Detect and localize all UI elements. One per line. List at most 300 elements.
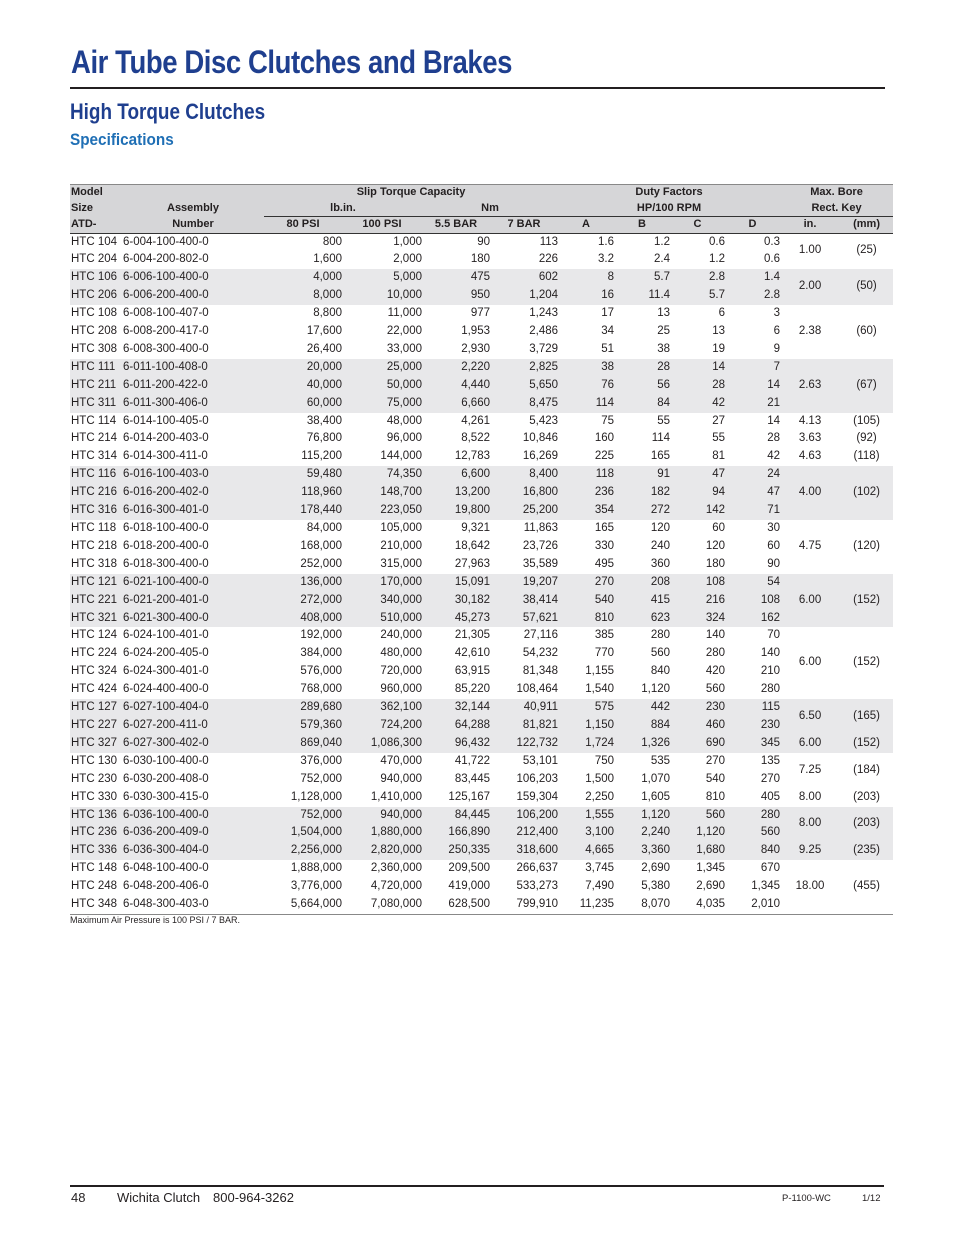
cell-80psi: 800 [322,235,342,248]
cell-100psi: 480,000 [380,647,422,660]
cell-a: 330 [594,539,615,552]
header-55bar: 5.5 BAR [422,217,490,234]
cell-80psi: 20,000 [264,359,342,377]
cell-7bar: 5,423 [529,414,559,427]
cell-55bar: 950 [422,287,490,305]
cell-c: 27 [712,414,726,427]
header-mm: (mm) [840,217,893,234]
cell-b: 1,070 [641,772,671,785]
cell-100psi: 1,880,000 [342,824,422,842]
cell-d: 1.4 [725,269,780,287]
cell-b: 25 [657,325,671,338]
cell-7bar: 11,863 [523,522,559,534]
cell-a: 1,555 [558,807,614,825]
cell-bore-mm: (152) [853,656,880,669]
cell-a: 3.2 [598,253,615,266]
cell-d: 280 [725,807,780,825]
table-row [70,233,893,251]
cell-model: HTC 121 [70,574,122,592]
cell-a: 165 [594,522,615,534]
cell-7bar: 23,726 [522,539,559,552]
cell-55bar: 18,642 [454,539,490,552]
cell-d: 2.8 [725,287,780,305]
header-hp: HP/100 RPM [558,201,780,217]
cell-model: HTC 204 [71,253,118,266]
cell-b: 560 [650,647,671,660]
cell-bore-mm: (152) [840,574,893,628]
cell-assembly: 6-004-200-802-0 [123,253,209,266]
header-d: D [725,217,780,234]
cell-model: HTC 236 [70,824,122,842]
cell-55bar: 32,144 [422,699,490,717]
cell-model: HTC 327 [70,735,122,753]
cell-55bar: 125,167 [448,790,490,803]
cell-assembly: 6-016-100-403-0 [122,466,264,484]
cell-assembly: 6-018-100-400-0 [123,522,209,534]
cell-a: 11,235 [558,896,614,914]
cell-100psi: 75,000 [342,395,422,413]
cell-assembly: 6-004-100-400-0 [123,235,209,248]
header-nm: Nm [422,201,558,217]
table-row [70,377,893,395]
cell-assembly: 6-006-100-400-0 [122,269,264,287]
cell-model: HTC 348 [70,896,122,914]
cell-7bar: 27,116 [523,629,559,642]
cell-b: 623 [614,610,670,628]
cell-55bar: 8,522 [461,432,490,445]
cell-80psi: 408,000 [264,610,342,628]
cell-b: 2,690 [641,862,671,875]
cell-a: 118 [558,466,614,484]
cell-model: HTC 148 [71,862,118,875]
cell-a: 4,665 [558,842,614,860]
cell-100psi: 724,200 [342,717,422,735]
cell-7bar: 159,304 [516,790,559,803]
cell-80psi: 869,040 [264,735,342,753]
cell-7bar: 57,621 [490,610,558,628]
cell-d: 6 [773,325,781,338]
cell-b: 5,380 [641,880,671,893]
cell-b: 55 [657,414,671,427]
header-lbin: lb.in. [264,201,422,217]
cell-c: 5.7 [670,287,725,305]
header-atd: ATD- [70,217,122,234]
cell-model: HTC 118 [71,522,117,534]
table-row [70,251,893,269]
cell-55bar: 30,182 [422,592,490,610]
cell-bore-in: 4.75 [798,539,822,552]
cell-80psi: 5,664,000 [264,896,342,914]
cell-d: 90 [767,557,781,570]
cell-d: 42 [767,450,781,463]
header-c: C [670,217,725,234]
cell-b: 2,240 [614,824,670,842]
specifications-table [70,184,893,915]
cell-d: 14 [767,414,781,427]
cell-7bar: 81,348 [522,665,559,678]
cell-55bar: 209,500 [448,862,490,875]
cell-55bar: 250,335 [422,842,490,860]
cell-100psi: 50,000 [342,377,422,395]
cell-model: HTC 318 [71,557,118,570]
header-rect-key: Rect. Key [780,201,893,217]
cell-assembly: 6-048-300-403-0 [122,896,264,914]
cell-model: HTC 106 [70,269,122,287]
cell-80psi: 40,000 [264,377,342,395]
cell-c: 180 [705,557,726,570]
cell-7bar: 2,486 [529,325,559,338]
table-row [70,502,893,520]
cell-d: 60 [767,539,781,552]
cell-bore-mm: (203) [840,807,893,843]
cell-c: 28 [670,377,725,395]
cell-55bar: 1,953 [461,325,490,338]
footer-rule [70,1185,884,1187]
cell-assembly: 6-024-200-405-0 [123,647,209,660]
cell-model: HTC 114 [71,414,117,427]
header-in: in. [780,217,840,234]
table-row [70,305,893,323]
cell-bore-mm: (203) [853,790,880,803]
header-a: A [558,217,614,234]
cell-b: 8,070 [614,896,670,914]
header-7bar: 7 BAR [490,217,558,234]
cell-80psi: 115,200 [301,450,342,463]
table-row [70,860,893,878]
cell-80psi: 84,000 [306,522,342,534]
cell-assembly: 6-011-100-408-0 [122,359,264,377]
cell-100psi: 48,000 [386,414,422,427]
cell-80psi: 579,360 [264,717,342,735]
cell-c: 1.2 [709,253,726,266]
cell-bore-in: 18.00 [795,880,825,893]
cell-c: 42 [670,395,725,413]
cell-model: HTC 311 [70,395,122,413]
cell-model: HTC 248 [71,880,118,893]
cell-model: HTC 321 [70,610,122,628]
cell-model: HTC 230 [71,772,118,785]
cell-100psi: 940,000 [380,772,422,785]
cell-b: 1,605 [641,790,671,803]
table-row [70,556,893,574]
cell-b: 208 [614,574,670,592]
cell-c: 47 [670,466,725,484]
cell-c: 4,035 [670,896,725,914]
header-model: Model [70,185,122,201]
cell-assembly: 6-016-200-402-0 [122,484,264,502]
cell-80psi: 1,600 [313,253,342,266]
specifications-table-wrap [70,184,893,915]
cell-100psi: 470,000 [380,754,422,767]
cell-model: HTC 330 [71,790,118,803]
cell-55bar: 475 [422,269,490,287]
cell-7bar: 40,911 [490,699,558,717]
table-row [70,538,893,556]
cell-7bar: 602 [490,269,558,287]
cell-d: 405 [760,790,781,803]
cell-bore-mm: (455) [853,880,880,893]
cell-d: 30 [767,522,781,534]
cell-100psi: 4,720,000 [370,880,422,893]
cell-80psi: 168,000 [300,539,342,552]
cell-bore-in: 2.00 [780,269,840,305]
cell-assembly: 6-048-200-406-0 [123,880,209,893]
cell-100psi: 7,080,000 [342,896,422,914]
cell-assembly: 6-048-100-400-0 [123,862,209,875]
header-100psi: 100 PSI [342,217,422,234]
cell-55bar: 85,220 [454,683,490,696]
cell-a: 1.6 [598,235,615,248]
cell-c: 94 [670,484,725,502]
header-b: B [614,217,670,234]
cell-7bar: 106,203 [516,772,559,785]
cell-d: 108 [725,592,780,610]
table-row [70,896,893,914]
cell-80psi: 1,888,000 [290,862,342,875]
cell-assembly: 6-027-300-402-0 [122,735,264,753]
cell-d: 135 [760,754,781,767]
cell-80psi: 376,000 [300,754,342,767]
cell-model: HTC 208 [71,325,118,338]
cell-d: 9 [773,342,781,355]
cell-100psi: 2,000 [393,253,422,266]
cell-100psi: 5,000 [342,269,422,287]
cell-b: 91 [614,466,670,484]
cell-assembly: 6-021-300-400-0 [122,610,264,628]
cell-55bar: 64,288 [422,717,490,735]
cell-assembly: 6-008-300-400-0 [123,342,209,355]
cell-100psi: 940,000 [342,807,422,825]
cell-b: 56 [614,377,670,395]
cell-assembly: 6-024-300-401-0 [123,665,209,678]
cell-7bar: 35,589 [522,557,559,570]
cell-100psi: 74,350 [342,466,422,484]
cell-c: 1,680 [670,842,725,860]
cell-bore-mm: (235) [840,842,893,860]
cell-assembly: 6-014-100-405-0 [123,414,209,427]
cell-55bar: 2,220 [422,359,490,377]
cell-80psi: 752,000 [264,807,342,825]
header-size: Size [70,201,122,217]
cell-bore-in: 4.13 [798,414,822,427]
cell-b: 182 [614,484,670,502]
cell-c: 81 [712,450,726,463]
cell-bore-in: 9.25 [780,842,840,860]
header-duty-factors: Duty Factors [558,185,780,201]
table-row [70,323,893,341]
cell-assembly: 6-030-100-400-0 [123,754,209,767]
table-row [70,574,893,592]
cell-100psi: 1,000 [393,235,422,248]
cell-7bar: 1,243 [529,307,559,320]
company-name: Wichita Clutch [117,1190,201,1205]
cell-assembly: 6-027-100-404-0 [122,699,264,717]
cell-55bar: 63,915 [454,665,490,678]
cell-assembly: 6-011-300-406-0 [122,395,264,413]
cell-100psi: 362,100 [342,699,422,717]
cell-b: 165 [650,450,671,463]
cell-model: HTC 336 [70,842,122,860]
cell-55bar: 13,200 [422,484,490,502]
cell-c: 560 [670,807,725,825]
cell-a: 575 [558,699,614,717]
cell-bore-in: 1.00 [798,244,822,257]
table-row [70,466,893,484]
subtitle: High Torque Clutches [70,99,266,124]
cell-bore-in: 6.50 [780,699,840,735]
cell-a: 51 [601,342,615,355]
table-row [70,842,893,860]
cell-100psi: 510,000 [342,610,422,628]
cell-7bar: 318,600 [490,842,558,860]
cell-100psi: 315,000 [380,557,422,570]
cell-b: 280 [650,629,671,642]
table-row [70,592,893,610]
cell-a: 540 [558,592,614,610]
cell-assembly: 6-018-200-400-0 [123,539,209,552]
cell-100psi: 2,820,000 [342,842,422,860]
phone-number: 800-964-3262 [213,1190,294,1205]
cell-c: 810 [705,790,726,803]
cell-a: 354 [558,502,614,520]
table-row [70,824,893,842]
cell-55bar: 83,445 [454,772,490,785]
cell-80psi: 576,000 [300,665,342,678]
title-rule [70,87,885,89]
cell-assembly: 6-021-200-401-0 [122,592,264,610]
cell-bore-in: 8.00 [798,790,822,803]
cell-a: 2,250 [585,790,615,803]
cell-100psi: 240,000 [380,629,422,642]
cell-55bar: 6,660 [422,395,490,413]
cell-b: 13 [657,307,671,320]
cell-d: 70 [767,629,781,642]
cell-c: 270 [705,754,726,767]
cell-55bar: 27,963 [454,557,490,570]
cell-55bar: 96,432 [422,735,490,753]
cell-80psi: 59,480 [264,466,342,484]
cell-bore-in: 8.00 [780,807,840,843]
header-80psi: 80 PSI [264,217,342,234]
cell-80psi: 272,000 [264,592,342,610]
cell-b: 28 [614,359,670,377]
cell-model: HTC 116 [70,466,122,484]
cell-7bar: 10,846 [522,432,559,445]
cell-b: 114 [651,432,671,445]
cell-100psi: 148,700 [342,484,422,502]
cell-7bar: 533,273 [516,880,559,893]
cell-model: HTC 124 [71,629,118,642]
cell-bore-mm: (60) [856,325,877,338]
cell-b: 272 [614,502,670,520]
cell-a: 76 [558,377,614,395]
cell-b: 535 [650,754,671,767]
cell-model: HTC 206 [70,287,122,305]
cell-bore-in: 6.00 [780,574,840,628]
cell-80psi: 2,256,000 [264,842,342,860]
table-row [70,413,893,431]
cell-assembly: 6-030-300-415-0 [123,790,209,803]
cell-c: 60 [712,522,726,534]
table-row [70,717,893,735]
cell-assembly: 6-006-200-400-0 [122,287,264,305]
cell-bore-in: 6.00 [798,656,822,669]
cell-b: 1.2 [654,235,671,248]
table-row [70,430,893,448]
cell-80psi: 60,000 [264,395,342,413]
cell-d: 210 [760,665,781,678]
catalog-code: P-1100-WC [782,1193,831,1204]
cell-a: 495 [594,557,615,570]
cell-b: 2.4 [654,253,671,266]
cell-7bar: 266,637 [516,862,559,875]
cell-100psi: 340,000 [342,592,422,610]
cell-55bar: 628,500 [422,896,490,914]
cell-7bar: 108,464 [516,683,559,696]
cell-b: 1,326 [614,735,670,753]
cell-a: 17 [601,307,615,320]
cell-b: 884 [614,717,670,735]
cell-100psi: 1,410,000 [370,790,422,803]
cell-55bar: 45,273 [422,610,490,628]
cell-model: HTC 214 [71,432,118,445]
cell-80psi: 384,000 [300,647,342,660]
cell-100psi: 2,360,000 [370,862,422,875]
cell-7bar: 19,207 [490,574,558,592]
cell-d: 230 [725,717,780,735]
cell-bore-mm: (120) [853,539,880,552]
table-row [70,287,893,305]
cell-bore-in: 4.00 [780,466,840,520]
table-row [70,699,893,717]
cell-c: 540 [705,772,726,785]
cell-a: 8 [558,269,614,287]
table-row [70,448,893,466]
page-number: 48 [71,1190,86,1205]
cell-d: 1,345 [751,880,781,893]
cell-80psi: 4,000 [264,269,342,287]
cell-model: HTC 127 [70,699,122,717]
cell-d: 21 [725,395,780,413]
header-number: Number [122,217,264,234]
cell-80psi: 38,400 [306,414,342,427]
cell-assembly: 6-024-100-401-0 [123,629,209,642]
cell-7bar: 16,800 [490,484,558,502]
cell-55bar: 166,890 [422,824,490,842]
cell-80psi: 118,960 [264,484,342,502]
cell-model: HTC 108 [71,307,118,320]
cell-c: 108 [670,574,725,592]
cell-80psi: 289,680 [264,699,342,717]
cell-model: HTC 324 [71,665,118,678]
cell-assembly: 6-008-100-407-0 [123,307,209,320]
header-max-bore: Max. Bore [780,185,893,201]
cell-55bar: 41,722 [454,754,490,767]
table-row [70,610,893,628]
cell-bore-in: 7.25 [798,763,822,776]
cell-a: 34 [601,325,615,338]
cell-a: 38 [558,359,614,377]
cell-7bar: 38,414 [490,592,558,610]
cell-a: 225 [594,450,615,463]
cell-100psi: 22,000 [386,325,422,338]
cell-model: HTC 316 [70,502,122,520]
cell-d: 0.3 [764,235,781,248]
cell-a: 160 [594,432,615,445]
section-heading: Specifications [70,130,174,149]
cell-80psi: 178,440 [264,502,342,520]
cell-d: 7 [725,359,780,377]
